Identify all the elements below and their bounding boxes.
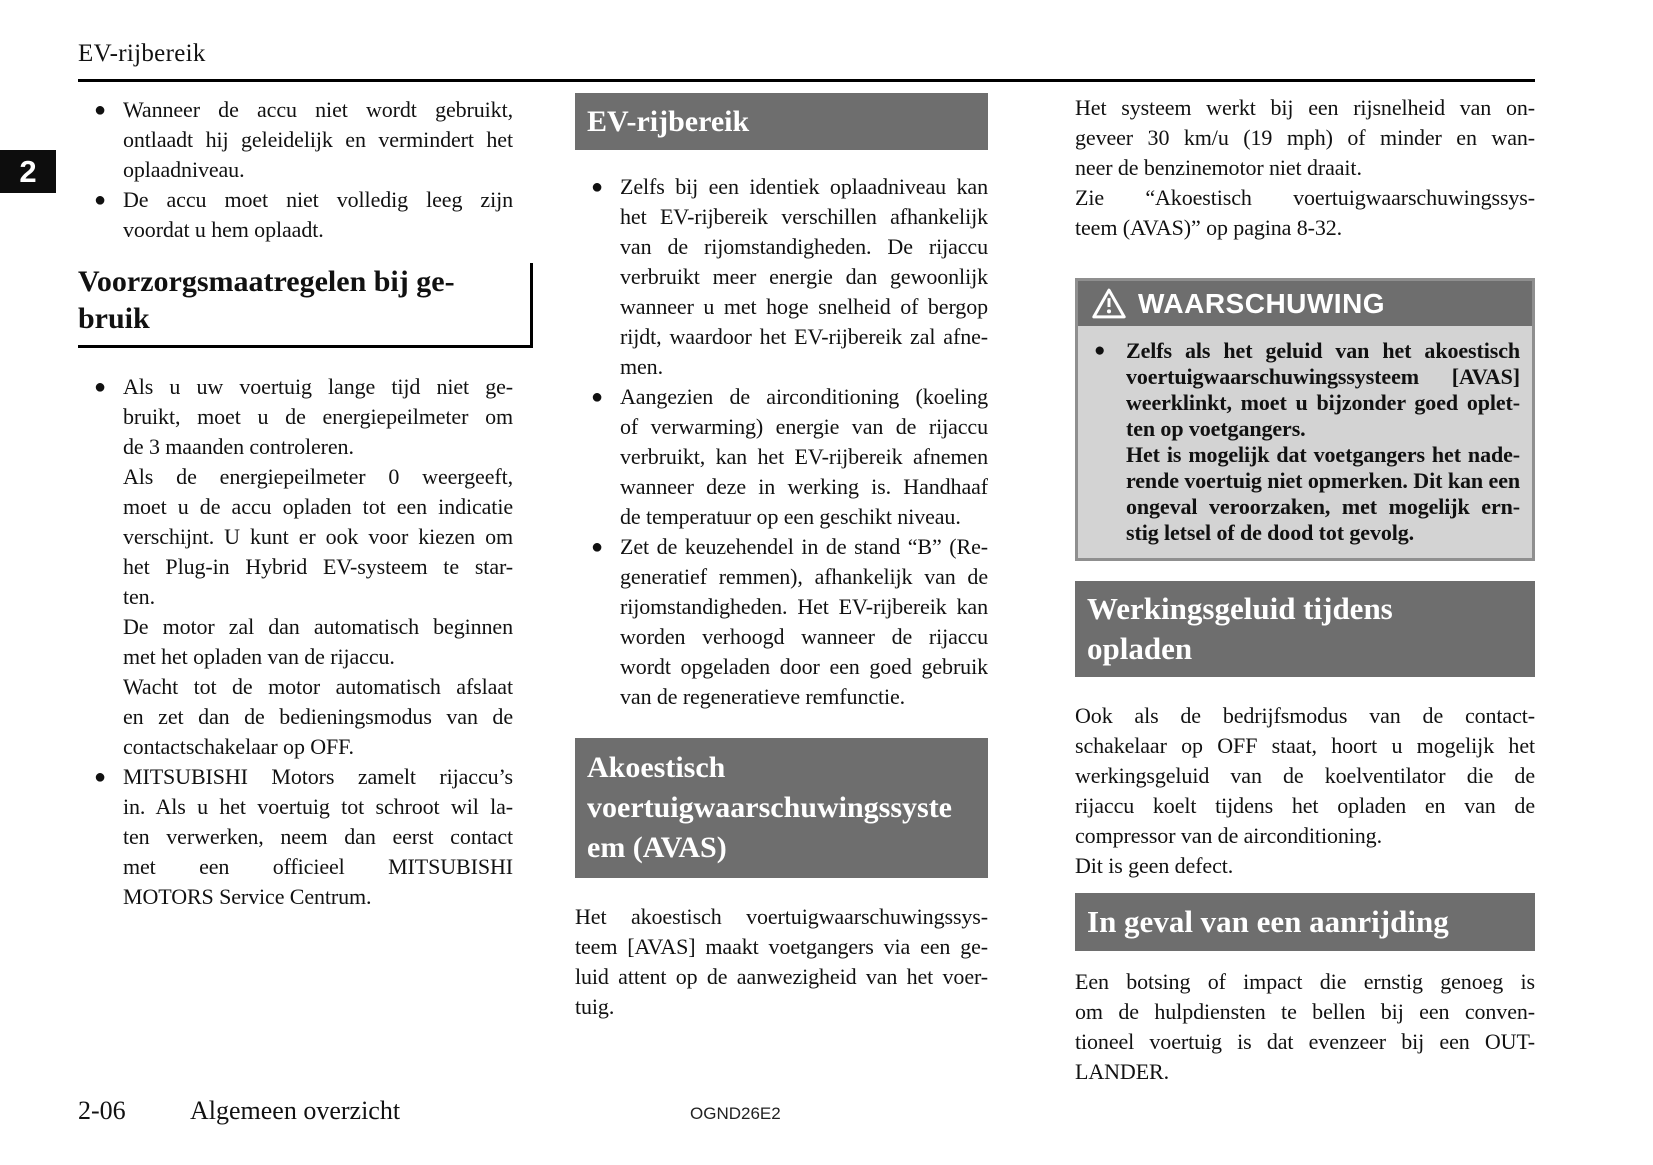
bullet-icon: ● [94, 189, 107, 211]
list-item [575, 532, 988, 712]
aanrijding-paragraph: Een botsing of impact die ernstig genoeg is om de hulpdiensten te bellen bij een conven- tioneel voertuig is dat evenzeer bij een OUT- LANDER. [1075, 969, 1535, 1084]
bullet-text: Als u uw voertuig lange tijd niet ge- bruikt, moet u de energiepeilmeter om de 3 maanden controleren. Als de energiepeilmeter 0 weergeeft, moet u de accu opladen tot een indicatie verschijnt. U kunt er ook voor kiezen om het Plug-in Hybrid EV-systeem te star- ten. De motor zal dan automatisch beginnen met het opladen van de rijaccu. Wacht tot de motor automatisch afslaat en zet dan de bedieningsmodus van de contactschakelaar op OFF. [123, 374, 513, 759]
bullet-text: Zelfs bij een identiek oplaadniveau kan het EV-rijbereik verschillen afhankelijk van de rijomstandigheden. De rijaccu verbruikt meer energie dan gewoonlijk wanneer u met hoge snelheid of bergop rijdt, waardoor het EV-rijbereik zal afne- men. [620, 174, 988, 379]
footer-section-title: Algemeen overzicht [190, 1096, 401, 1125]
section-header-werkingsgeluid: Werkingsgeluid tijdens opladen [1075, 581, 1535, 677]
header-rule [78, 79, 1535, 82]
chapter-tab-label: 2 [19, 153, 37, 189]
list-item [78, 372, 513, 762]
bullet-text: MITSUBISHI Motors zamelt rijaccu’s in. Als u het voertuig tot schroot wil la- ten verwerken, neem dan eerst contact met een officieel MITSUBISHI MOTORS Service Centrum. [123, 764, 513, 909]
section-header-aanrijding: In geval van een aanrijding [1075, 893, 1535, 951]
bullet-list [78, 372, 513, 912]
warning-header [1078, 281, 1532, 326]
section-heading-voorzorgsmaatregelen: Voorzorgsmaatregelen bij ge- bruik [78, 263, 533, 348]
bullet-text: Zet de keuzehendel in de stand “B” (Re- generatief remmen), afhankelijk van de rijomstandigheden. Het EV-rijbereik kan worden verhoogd wanneer de rijaccu wordt opgeladen door een goed gebruik van de regeneratieve remfunctie. [620, 534, 988, 709]
bullet-list [78, 95, 513, 245]
left-column [78, 95, 513, 912]
bullet-icon: ● [591, 386, 604, 408]
bullet-text: De accu moet niet volledig leeg zijn voordat u hem oplaadt. [123, 187, 513, 242]
bullet-icon: ● [94, 376, 107, 398]
warning-box [1075, 278, 1535, 561]
bullet-icon: ● [94, 99, 107, 121]
werkingsgeluid-paragraph: Ook als de bedrijfsmodus van de contact- schakelaar op OFF staat, hoort u mogelijk het werkingsgeluid van de koelventilator die de rijaccu koelt tijdens het opladen en van de compressor van de airconditioning. Dit is geen defect. [1075, 703, 1535, 878]
chapter-tab [0, 150, 56, 193]
page-header-title: EV-rijbereik [78, 40, 206, 67]
section-header-ev-rijbereik: EV-rijbereik [575, 93, 988, 150]
list-item [1092, 338, 1520, 546]
bullet-text: Wanneer de accu niet wordt gebruikt, ontlaadt hij geleidelijk en vermindert het oplaadniveau. [123, 97, 513, 182]
list-item [78, 95, 513, 185]
bullet-text: Aangezien de airconditioning (koeling of verwarming) energie van de rijaccu verbruikt, kan het EV-rijbereik afnemen wanneer deze in werking is. Handhaaf de temperatuur op een geschikt niveau. [620, 384, 988, 529]
bullet-icon: ● [94, 766, 107, 788]
list-item [78, 185, 513, 245]
bullet-icon: ● [591, 176, 604, 198]
warning-title: WAARSCHUWING [1138, 287, 1386, 319]
middle-column [575, 93, 988, 1022]
warning-body [1078, 326, 1532, 558]
intro-paragraph: Het systeem werkt bij een rijsnelheid van on- geveer 30 km/u (19 mph) of minder en wan- neer de benzinemotor niet draait. Zie “Akoestisch voertuigwaarschuwingssys- teem (AVAS)” op pagina 8-32. [1075, 95, 1535, 240]
list-item [575, 172, 988, 382]
bullet-list [575, 172, 988, 712]
avas-paragraph: Het akoestisch voertuigwaarschuwingssys- teem [AVAS] maakt voetgangers via een ge- luid attent op de aanwezigheid van het voer- tuig. [575, 904, 988, 1019]
footer-page-number: 2-06 [78, 1096, 126, 1125]
section-header-avas: Akoestisch voertuigwaarschuwingssyste em (AVAS) [575, 738, 988, 878]
bullet-icon: ● [1094, 340, 1106, 361]
right-column [1075, 93, 1535, 1087]
list-item [78, 762, 513, 912]
list-item [575, 382, 988, 532]
footer-doc-code: OGND26E2 [690, 1104, 781, 1123]
warning-triangle-icon [1092, 288, 1126, 319]
warning-text: Zelfs als het geluid van het akoestisch voertuigwaarschuwingssysteem [AVAS] weerklinkt, moet u bijzonder goed oplet- ten op voetgangers. Het is mogelijk dat voetgangers het nade- rende voertuig niet opmerken. Dit kan een ongeval veroorzaken, met mogelijk ern- stig letsel of de dood tot gevolg. [1126, 338, 1520, 545]
bullet-icon: ● [591, 536, 604, 558]
